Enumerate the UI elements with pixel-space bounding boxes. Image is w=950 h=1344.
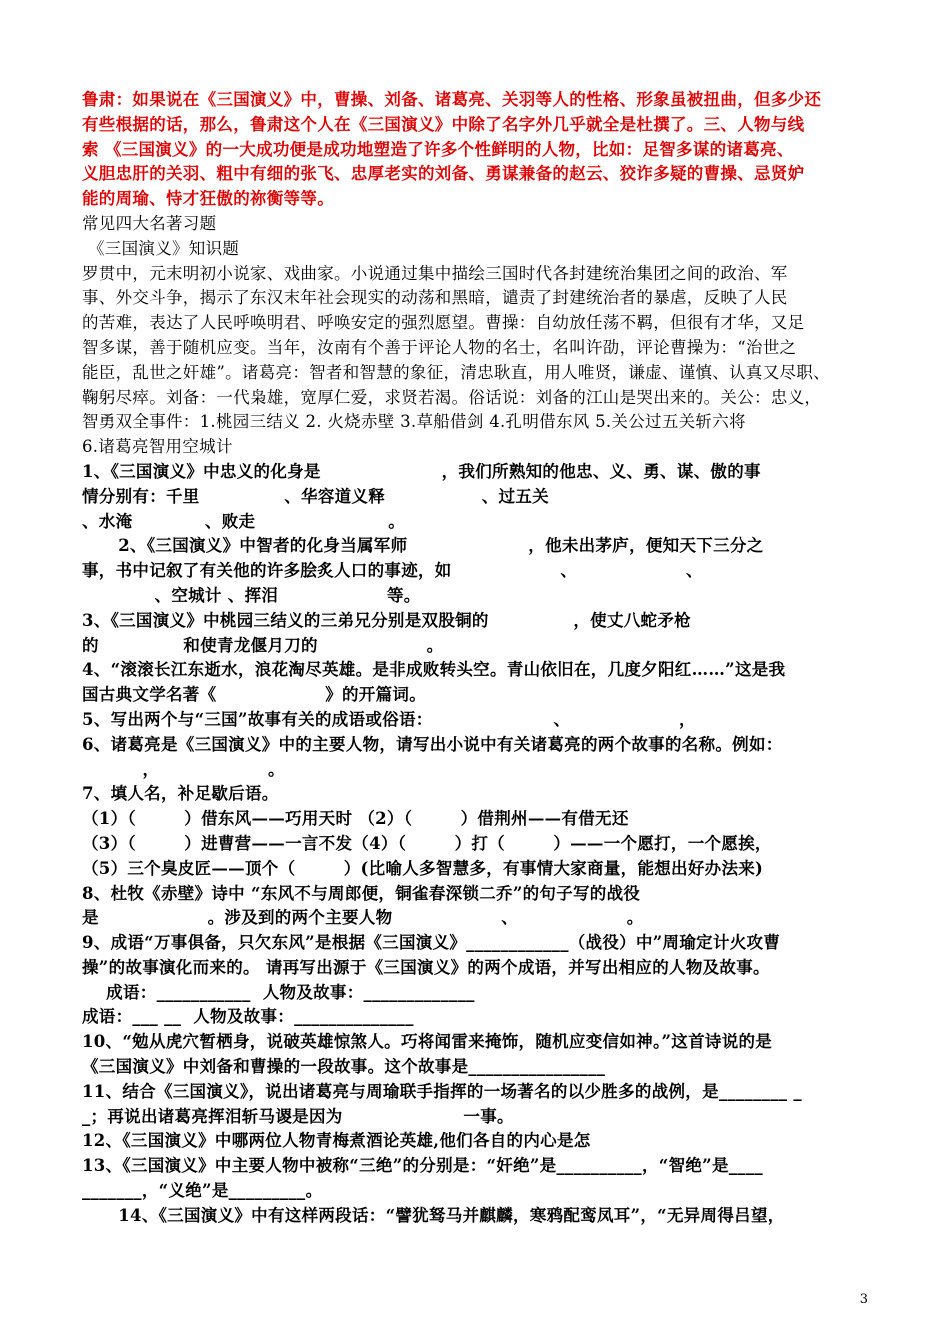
page-number: 3 xyxy=(859,1292,868,1307)
question-line: （1）（ ）借东风——巧用天时 （2）（ ）借荆州——有借无还 xyxy=(82,809,629,829)
question-line: 事，书中记叙了有关他的许多脍炙人口的事迹，如 、 、 xyxy=(82,561,703,581)
question-line: _；再说出诸葛亮挥泪斩马谡是因为 一事。 xyxy=(82,1106,514,1126)
question-line: 成语：___ __ 人物及故事：______________ xyxy=(82,1007,414,1027)
question-line: 、水淹 、败走 。 xyxy=(82,511,406,531)
question-line: 成语：___________ 人物及故事：_____________ xyxy=(82,982,475,1002)
intro-line: 鲁肃：如果说在《三国演义》中，曹操、刘备、诸葛亮、关羽等人的性格、形象虽被扭曲，但多少还 xyxy=(82,90,822,109)
body-line: 6.诸葛亮智用空城计 xyxy=(82,437,233,457)
question-line: （5）三个臭皮匠——顶个（ ）(比喻人多智慧多，有事情大家商量，能想出好办法来) xyxy=(82,858,764,878)
body-line: 智多谋，善于随机应变。当年，汝南有个善于评论人物的名士，名叫许劭，评论曹操为：“治世之 xyxy=(82,337,797,357)
intro-line: 能的周瑜、恃才狂傲的祢衡等等。 xyxy=(82,189,334,209)
question-line: 8、杜牧《赤壁》诗中 “东风不与周郎便，铜雀春深锁二乔”的句子写的战役 xyxy=(82,883,641,903)
body-line: 智勇双全事件：1.桃园三结义 2. 火烧赤壁 3.草船借剑 4.孔明借东风 5.关公过五关斩六将 xyxy=(82,412,746,432)
question-line: 11、结合《三国演义》，说出诸葛亮与周瑜联手指挥的一场著名的以少胜多的战例，是________ _ xyxy=(82,1081,802,1101)
question-list xyxy=(82,460,872,1229)
knowledge-paragraph xyxy=(82,262,872,460)
question-line: 4、“滚滚长江东逝水，浪花淘尽英雄。是非成败转头空。青山依旧在，几度夕阳红……”这是我 xyxy=(82,660,786,680)
question-line: 情分别有：千里 、华容道义释 、过五关 xyxy=(82,486,549,506)
question-line: 操”的故事演化而来的。 请再写出源于《三国演义》的两个成语，并写出相应的人物及故事。 xyxy=(82,957,770,977)
intro-line: 有些根据的话，那么，鲁肃这个人在《三国演义》中除了名字外几乎就全是杜撰了。三、人物与线 xyxy=(82,114,805,134)
question-line: 3、《三国演义》中桃园三结义的三弟兄分别是双股铜的 ，使丈八蛇矛枪 xyxy=(82,610,691,630)
question-line: 10、“勉从虎穴暂栖身，说破英雄惊煞人。巧将闻雷来掩饰，随机应变信如神。”这首诗说的是 xyxy=(82,1032,773,1052)
question-line: 7、填人名，补足歇后语。 xyxy=(82,784,279,804)
question-line: 13、《三国演义》中主要人物中被称“三绝”的分别是：“奸绝”是__________，“智绝”是____ xyxy=(82,1156,763,1176)
intro-paragraph xyxy=(82,88,872,212)
body-line: 事、外交斗争，揭示了东汉末年社会现实的动荡和黑暗，谴责了封建统治者的暴虐，反映了人民 xyxy=(82,288,788,308)
question-line: 5、写出两个与“三国”故事有关的成语或俗语： 、 ， xyxy=(82,709,696,729)
body-line: 能臣，乱世之奸雄”。诸葛亮：智者和智慧的象征，清忠耿直，用人唯贤，谦虚、谨慎、认真又尽职、 xyxy=(82,362,830,382)
body-line: 的苦难，表达了人民呼唤明君、呼唤安定的强烈愿望。曹操：自幼放任荡不羁，但很有才华，又足 xyxy=(82,313,805,333)
intro-line: 索 《三国演义》的一大成功便是成功地塑造了许多个性鲜明的人物，比如：足智多谋的诸葛亮、 xyxy=(82,139,794,159)
question-line: 2、《三国演义》中智者的化身当属军师 ，他未出茅庐，便知天下三分之 xyxy=(82,536,764,556)
question-line: 、空城计 、挥泪 等。 xyxy=(82,585,421,605)
body-line: 鞠躬尽瘁。刘备：一代枭雄，宽厚仁爱，求贤若渴。俗话说：刘备的江山是哭出来的。关公：忠义， xyxy=(82,387,822,407)
section-title: 常见四大名著习题 xyxy=(82,213,217,233)
question-line: 12、《三国演义》中哪两位人物青梅煮酒论英雄,他们各自的内心是怎 xyxy=(82,1131,591,1151)
sub-title: 《三国演义》知识题 xyxy=(88,238,240,258)
question-line: _______，“义绝”是_________。 xyxy=(82,1181,323,1201)
question-line: 14、《三国演义》中有这样两段话：“譬犹驽马并麒麟，寒鸦配鸾凤耳”，“无异周得吕望， xyxy=(82,1205,785,1225)
intro-line: 义胆忠肝的关羽、粗中有细的张飞、忠厚老实的刘备、勇谋兼备的赵云、狡诈多疑的曹操、忌贤妒 xyxy=(82,164,805,184)
question-line: （3）（ ）进曹营——一言不发（4）（ ）打（ ）——一个愿打，一个愿挨， xyxy=(82,833,772,853)
question-line: 6、诸葛亮是《三国演义》中的主要人物，请写出小说中有关诸葛亮的两个故事的名称。例如： xyxy=(82,734,783,754)
question-line: 是 。涉及到的两个主要人物 、 。 xyxy=(82,908,644,928)
body-line: 罗贯中，元末明初小说家、戏曲家。小说通过集中描绘三国时代各封建统治集团之间的政治、军 xyxy=(82,263,788,283)
question-line: 9、成语“万事俱备，只欠东风”是根据《三国演义》____________（战役）中”周瑜定计火攻曹 xyxy=(82,933,781,953)
question-line: 的 和使青龙偃月刀的 。 xyxy=(82,635,444,655)
question-line: 《三国演义》中刘备和曹操的一段故事。这个故事是________________ xyxy=(82,1057,606,1077)
question-line: ， 。 xyxy=(82,759,285,779)
question-line: 国古典文学名著《 》的开篇词。 xyxy=(82,685,426,705)
document-page xyxy=(82,88,872,1229)
question-line: 1、《三国演义》中忠义的化身是 ，我们所熟知的他忠、义、勇、谋、傲的事 xyxy=(82,461,761,481)
